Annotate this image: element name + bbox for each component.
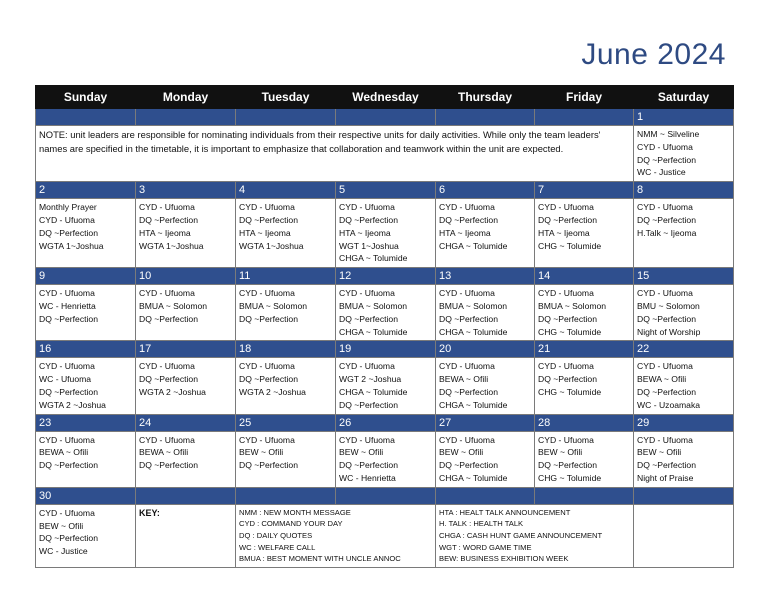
schedule-entry: DQ ~Perfection [538, 374, 597, 385]
empty-date-cell [336, 487, 436, 504]
day-schedule [336, 199, 436, 268]
schedule-entry: DQ ~Perfection [439, 460, 498, 471]
schedule-entry: BMUA ~ Solomon [139, 300, 208, 311]
day-schedule [336, 431, 436, 487]
schedule-entry: BEW ~ Ofili [538, 447, 583, 458]
schedule-entry: CHG ~ Tolumide [538, 326, 602, 337]
schedule-entry: Night of Praise [637, 472, 694, 483]
schedule-entry: DQ ~Perfection [637, 154, 696, 165]
legend-block [236, 504, 436, 567]
day-schedule [336, 285, 436, 341]
schedule-entry: CYD - Ufuoma [637, 434, 693, 445]
schedule-entry: DQ ~Perfection [339, 460, 398, 471]
date-number: 18 [236, 341, 336, 358]
schedule-entry: CHG ~ Tolumide [538, 240, 602, 251]
schedule-entry: BEW ~ Ofili [239, 447, 284, 458]
date-number: 9 [36, 268, 136, 285]
schedule-entry: CYD - Ufuoma [637, 141, 693, 152]
schedule-entry: CHGA ~ Tolumide [439, 472, 508, 483]
schedule-entry: CYD - Ufuoma [139, 434, 195, 445]
day-schedule [136, 285, 236, 341]
schedule-entry: WC - Justice [637, 167, 686, 178]
day-schedule [36, 199, 136, 268]
date-number: 10 [136, 268, 236, 285]
date-number: 30 [36, 487, 136, 504]
schedule-entry: CHG ~ Tolumide [538, 386, 602, 397]
schedule-entry: CYD - Ufuoma [439, 361, 495, 372]
date-number: 29 [634, 414, 734, 431]
weekday-header-row [36, 86, 734, 109]
schedule-row [36, 358, 734, 414]
schedule-entry: BEWA ~ Ofili [139, 447, 189, 458]
schedule-entry: CYD - Ufuoma [339, 434, 395, 445]
schedule-entry: DQ ~Perfection [239, 313, 298, 324]
schedule-entry: CYD - Ufuoma [139, 202, 195, 213]
day-schedule [535, 285, 634, 341]
schedule-row [36, 199, 734, 268]
empty-date-cell [236, 487, 336, 504]
day-schedule [136, 199, 236, 268]
legend-block [436, 504, 634, 567]
date-number: 24 [136, 414, 236, 431]
schedule-entry: DQ ~Perfection [39, 386, 98, 397]
date-number-row [36, 341, 734, 358]
schedule-entry: DQ ~Perfection [239, 214, 298, 225]
weekday-header: Thursday [436, 86, 535, 109]
date-number: 5 [336, 182, 436, 199]
schedule-entry: CYD - Ufuoma [339, 202, 395, 213]
schedule-entry: DQ ~Perfection [139, 214, 198, 225]
schedule-entry: DQ ~Perfection [439, 313, 498, 324]
schedule-entry: CYD - Ufuoma [439, 288, 495, 299]
date-number: 21 [535, 341, 634, 358]
legend-entry: DQ : DAILY QUOTES [239, 530, 313, 540]
schedule-entry: CYD - Ufuoma [538, 361, 594, 372]
schedule-entry: BMUA ~ Solomon [239, 300, 308, 311]
calendar-title: June 2024 [581, 38, 726, 71]
schedule-entry: DQ ~Perfection [439, 386, 498, 397]
schedule-entry: DQ ~Perfection [39, 227, 98, 238]
schedule-entry: CHGA ~ Tolumide [339, 253, 408, 264]
day-schedule [336, 358, 436, 414]
legend-entry: CYD : COMMAND YOUR DAY [239, 519, 343, 529]
day-schedule [236, 358, 336, 414]
schedule-entry: DQ ~Perfection [239, 374, 298, 385]
schedule-entry: CYD - Ufuoma [39, 507, 95, 518]
schedule-row [36, 285, 734, 341]
schedule-entry: Monthly Prayer [39, 202, 97, 213]
day-schedule [36, 431, 136, 487]
day-schedule [436, 431, 535, 487]
legend-entry: H. TALK : HEALTH TALK [439, 519, 524, 529]
day-schedule [634, 358, 734, 414]
schedule-entry: CYD - Ufuoma [39, 361, 95, 372]
schedule-entry: CHGA ~ Tolumide [439, 240, 508, 251]
schedule-entry: CYD - Ufuoma [239, 361, 295, 372]
schedule-entry: DQ ~Perfection [339, 313, 398, 324]
schedule-entry: DQ ~Perfection [239, 460, 298, 471]
date-number: 19 [336, 341, 436, 358]
date-number: 25 [236, 414, 336, 431]
schedule-entry: DQ ~Perfection [39, 460, 98, 471]
schedule-entry: BEWA ~ Ofili [439, 374, 489, 385]
empty-date-cell [136, 109, 236, 126]
schedule-entry: CHGA ~ Tolumide [339, 386, 408, 397]
schedule-entry: WGTA 1~Joshua [139, 240, 204, 251]
date-number: 22 [634, 341, 734, 358]
date-number: 26 [336, 414, 436, 431]
date-number: 12 [336, 268, 436, 285]
schedule-entry: BEW ~ Ofili [39, 520, 84, 531]
schedule-entry: CHGA ~ Tolumide [339, 326, 408, 337]
weekday-header: Friday [535, 86, 634, 109]
empty-date-cell [336, 109, 436, 126]
schedule-entry: BEW ~ Ofili [637, 447, 682, 458]
schedule-entry: HTA ~ Ijeoma [339, 227, 391, 238]
day-schedule [136, 431, 236, 487]
schedule-entry: CYD - Ufuoma [239, 202, 295, 213]
day-schedule [436, 358, 535, 414]
date-number-row [36, 268, 734, 285]
day-schedule [535, 431, 634, 487]
schedule-entry: CYD - Ufuoma [39, 214, 95, 225]
schedule-entry: DQ ~Perfection [339, 214, 398, 225]
day-schedule [36, 285, 136, 341]
schedule-entry: CYD - Ufuoma [637, 288, 693, 299]
empty-date-cell [436, 109, 535, 126]
schedule-entry: BEWA ~ Ofili [637, 374, 687, 385]
date-number: 4 [236, 182, 336, 199]
schedule-row [36, 504, 734, 567]
date-number-row [36, 109, 734, 126]
date-number-row [36, 182, 734, 199]
empty-date-cell [535, 487, 634, 504]
legend-entry: BEW: BUSINESS EXHIBITION WEEK [439, 554, 569, 564]
date-number: 3 [136, 182, 236, 199]
weekday-header: Saturday [634, 86, 734, 109]
empty-date-cell [436, 487, 535, 504]
schedule-entry: DQ ~Perfection [39, 533, 98, 544]
day-schedule [436, 285, 535, 341]
schedule-entry: Night of Worship [637, 326, 701, 337]
schedule-entry: CYD - Ufuoma [538, 202, 594, 213]
schedule-entry: CYD - Ufuoma [339, 361, 395, 372]
schedule-entry: CYD - Ufuoma [139, 288, 195, 299]
date-number: 20 [436, 341, 535, 358]
schedule-entry: WGT 2 ~Joshua [339, 374, 402, 385]
schedule-entry: CYD - Ufuoma [39, 288, 95, 299]
schedule-entry: WGTA 1~Joshua [239, 240, 304, 251]
schedule-entry: WGTA 2 ~Joshua [239, 386, 306, 397]
date-number: 16 [36, 341, 136, 358]
schedule-entry: CYD - Ufuoma [637, 361, 693, 372]
date-number: 17 [136, 341, 236, 358]
day-schedule [436, 199, 535, 268]
empty-date-cell [36, 109, 136, 126]
schedule-entry: BEWA ~ Ofili [39, 447, 89, 458]
schedule-entry: HTA ~ Ijeoma [439, 227, 491, 238]
date-number: 7 [535, 182, 634, 199]
legend-entry: CHGA : CASH HUNT GAME ANNOUNCEMENT [439, 530, 603, 540]
schedule-entry: BMUA ~ Solomon [538, 300, 607, 311]
schedule-entry: BMUA ~ Solomon [439, 300, 508, 311]
day-schedule [236, 199, 336, 268]
key-label: KEY: [136, 504, 236, 567]
schedule-entry: DQ ~Perfection [538, 460, 597, 471]
day-schedule [36, 358, 136, 414]
legend-entry: NMM : NEW MONTH MESSAGE [239, 507, 351, 517]
day-schedule [36, 504, 136, 567]
legend-entry: WGT : WORD GAME TIME [439, 542, 532, 552]
schedule-entry: WC - Henrietta [339, 472, 396, 483]
schedule-entry: H.Talk ~ Ijeoma [637, 227, 697, 238]
schedule-entry: CYD - Ufuoma [39, 434, 95, 445]
schedule-entry: NMM ~ Silveline [637, 129, 700, 139]
schedule-entry: CYD - Ufuoma [239, 288, 295, 299]
schedule-row [36, 126, 734, 182]
legend-entry: WC : WELFARE CALL [239, 542, 316, 552]
schedule-entry: BMU ~ Solomon [637, 300, 700, 311]
schedule-entry: HTA ~ Ijeoma [538, 227, 590, 238]
schedule-entry: DQ ~Perfection [538, 313, 597, 324]
schedule-entry: WGTA 1~Joshua [39, 240, 104, 251]
legend-entry: HTA : HEALT TALK ANNOUNCEMENT [439, 507, 571, 517]
schedule-row [36, 431, 734, 487]
day-schedule [634, 285, 734, 341]
schedule-entry: WGT 1~Joshua [339, 240, 399, 251]
date-number: 14 [535, 268, 634, 285]
schedule-entry: CYD - Ufuoma [538, 288, 594, 299]
date-number: 13 [436, 268, 535, 285]
schedule-entry: DQ ~Perfection [139, 313, 198, 324]
weekday-header: Tuesday [236, 86, 336, 109]
schedule-entry: CYD - Ufuoma [538, 434, 594, 445]
schedule-entry: HTA ~ Ijeoma [239, 227, 291, 238]
day-schedule [535, 358, 634, 414]
schedule-entry: DQ ~Perfection [637, 460, 696, 471]
empty-cell [634, 504, 734, 567]
weekday-header: Sunday [36, 86, 136, 109]
day-schedule [236, 285, 336, 341]
empty-date-cell [535, 109, 634, 126]
schedule-entry: DQ ~Perfection [339, 399, 398, 410]
date-number: 27 [436, 414, 535, 431]
schedule-entry: CYD - Ufuoma [439, 434, 495, 445]
schedule-entry: BEW ~ Ofili [439, 447, 484, 458]
schedule-entry: CYD - Ufuoma [339, 288, 395, 299]
date-number-row [36, 487, 734, 504]
schedule-entry: CHG ~ Tolumide [538, 472, 602, 483]
schedule-entry: CHGA ~ Tolumide [439, 399, 508, 410]
note-text: NOTE: unit leaders are responsible for nominating individuals from their respective units for daily activities. While only the team leaders' names are specified in the timetable, it is important to emphasize that collaboration and teamwork within the unit are expected. [36, 126, 634, 182]
weekday-header: Monday [136, 86, 236, 109]
schedule-entry: WC - Ufuoma [39, 374, 92, 385]
day-schedule [136, 358, 236, 414]
weekday-header: Wednesday [336, 86, 436, 109]
schedule-entry: HTA ~ Ijeoma [139, 227, 191, 238]
schedule-entry: DQ ~Perfection [39, 313, 98, 324]
schedule-entry: DQ ~Perfection [637, 386, 696, 397]
empty-date-cell [236, 109, 336, 126]
day-schedule [634, 126, 734, 182]
legend-entry: BMUA : BEST MOMENT WITH UNCLE ANNOC [239, 554, 401, 564]
schedule-entry: CYD - Ufuoma [439, 202, 495, 213]
schedule-entry: DQ ~Perfection [637, 214, 696, 225]
date-number-row [36, 414, 734, 431]
schedule-entry: DQ ~Perfection [637, 313, 696, 324]
empty-date-cell [136, 487, 236, 504]
schedule-entry: CYD - Ufuoma [637, 202, 693, 213]
date-number: 23 [36, 414, 136, 431]
day-schedule [634, 431, 734, 487]
date-number: 28 [535, 414, 634, 431]
date-number: 11 [236, 268, 336, 285]
day-schedule [634, 199, 734, 268]
date-number: 8 [634, 182, 734, 199]
schedule-entry: BMUA ~ Solomon [339, 300, 408, 311]
schedule-entry: DQ ~Perfection [139, 460, 198, 471]
schedule-entry: DQ ~Perfection [538, 214, 597, 225]
date-number: 6 [436, 182, 535, 199]
schedule-entry: WC - Uzoamaka [637, 399, 701, 410]
calendar-table [35, 85, 734, 568]
schedule-entry: BEW ~ Ofili [339, 447, 384, 458]
schedule-entry: CHGA ~ Tolumide [439, 326, 508, 337]
schedule-entry: WC - Justice [39, 546, 88, 557]
date-number: 2 [36, 182, 136, 199]
schedule-entry: CYD - Ufuoma [139, 361, 195, 372]
schedule-entry: WC - Henrietta [39, 300, 96, 311]
empty-date-cell [634, 487, 734, 504]
schedule-entry: DQ ~Perfection [439, 214, 498, 225]
day-schedule [535, 199, 634, 268]
schedule-entry: WGTA 2 ~Joshua [39, 399, 106, 410]
day-schedule [236, 431, 336, 487]
date-number: 15 [634, 268, 734, 285]
schedule-entry: WGTA 2 ~Joshua [139, 386, 206, 397]
date-number: 1 [634, 109, 734, 126]
schedule-entry: DQ ~Perfection [139, 374, 198, 385]
schedule-entry: CYD - Ufuoma [239, 434, 295, 445]
